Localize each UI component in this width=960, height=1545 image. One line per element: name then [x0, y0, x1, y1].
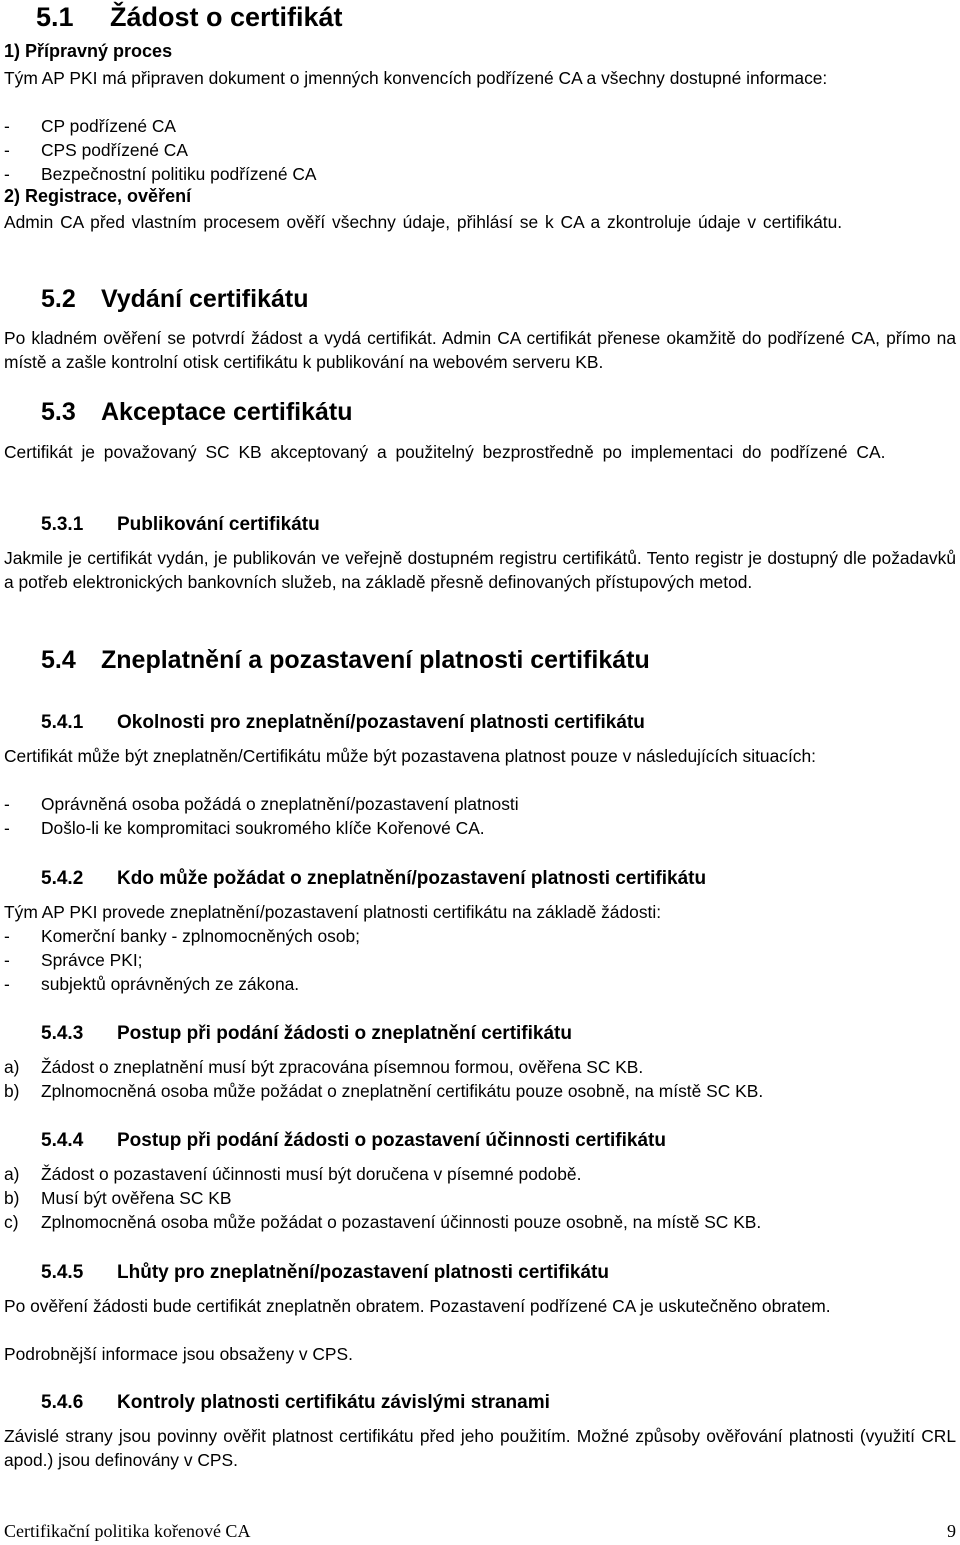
paragraph: Tým AP PKI provede zneplatnění/pozastavení platnosti certifikátu na základě žádosti:: [4, 902, 662, 922]
paragraph: Certifikát může být zneplatněn/Certifikátu může být pozastavena platnost pouze v následujících situacích:: [4, 746, 816, 766]
list-item: b) Musí být ověřena SC KB: [4, 1188, 232, 1208]
heading-5-4-1: 5.4.1 Okolnosti pro zneplatnění/pozastavení platnosti certifikátu: [41, 712, 645, 733]
paragraph: Po kladném ověření se potvrdí žádost a vydá certifikát. Admin CA certifikát přenese okamžitě do podřízené CA, přímo na místě a zašle kontrolní otisk certifikátu k publikování na webovém serveru KB.: [4, 328, 956, 372]
heading-number: 5.1: [36, 2, 74, 32]
heading-5-1: [36, 2, 343, 33]
paragraph: Certifikát je považovaný SC KB akceptovaný a použitelný bezprostředně po implementaci do podřízené CA.: [4, 442, 886, 462]
list-item: a) Žádost o zneplatnění musí být zpracována písemnou formou, ověřena SC KB.: [4, 1057, 644, 1077]
list-item: b) Zplnomocněná osoba může požádat o zneplatnění certifikátu pouze osobně, na místě SC KB.: [4, 1081, 764, 1101]
footer-title: Certifikační politika kořenové CA: [4, 1521, 251, 1541]
page-number: 9: [947, 1521, 956, 1541]
heading-5-4: 5.4 Zneplatnění a pozastavení platnosti certifikátu: [41, 646, 650, 674]
list-item: a) Žádost o pozastavení účinnosti musí být doručena v písemné podobě.: [4, 1164, 582, 1184]
heading-5-4-3: 5.4.3 Postup při podání žádosti o zneplatnění certifikátu: [41, 1023, 572, 1044]
paragraph: Po ověření žádosti bude certifikát zneplatněn obratem. Pozastavení podřízené CA je uskutečněno obratem.: [4, 1296, 831, 1316]
list-item: - Správce PKI;: [4, 950, 143, 970]
list-item: - subjektů oprávněných ze zákona.: [4, 974, 300, 994]
heading-5-2: 5.2 Vydání certifikátu: [41, 285, 309, 313]
heading-title: Žádost o certifikát: [110, 2, 343, 32]
list-item: - Došlo-li ke kompromitaci soukromého klíče Kořenové CA.: [4, 818, 485, 838]
heading-5-3-1: 5.3.1 Publikování certifikátu: [41, 514, 320, 535]
list-item: - Komerční banky - zplnomocněných osob;: [4, 926, 360, 946]
subheading-registrace: 2) Registrace, ověření: [4, 186, 192, 206]
heading-5-3: 5.3 Akceptace certifikátu: [41, 398, 353, 426]
subheading-pripravny-proces: 1) Přípravný proces: [4, 41, 173, 61]
heading-5-4-5: 5.4.5 Lhůty pro zneplatnění/pozastavení platnosti certifikátu: [41, 1262, 609, 1283]
list-item: c) Zplnomocněná osoba může požádat o pozastavení účinnosti pouze osobně, na místě SC KB.: [4, 1212, 762, 1232]
paragraph: Tým AP PKI má připraven dokument o jmenných konvencích podřízené CA a všechny dostupné informace:: [4, 68, 828, 88]
heading-5-4-6: 5.4.6 Kontroly platnosti certifikátu závislými stranami: [41, 1392, 550, 1413]
paragraph: Admin CA před vlastním procesem ověří všechny údaje, přihlásí se k CA a zkontroluje údaje v certifikátu.: [4, 212, 843, 232]
paragraph: Jakmile je certifikát vydán, je publikován ve veřejně dostupném registru certifikátů. Tento registr je dostupný dle požadavků a potřeb elektronických bankovních služeb, na základě přesně definovaných přístupových metod.: [4, 548, 956, 592]
paragraph: Podrobnější informace jsou obsaženy v CPS.: [4, 1344, 353, 1364]
paragraph: Závislé strany jsou povinny ověřit platnost certifikátu před jeho použitím. Možné způsoby ověřování platnosti (využití CRL apod.) jsou definovány v CPS.: [4, 1426, 956, 1470]
list-item: - Oprávněná osoba požádá o zneplatnění/pozastavení platnosti: [4, 794, 519, 814]
list-item: - CP podřízené CA: [4, 116, 177, 136]
list-item: - Bezpečnostní politiku podřízené CA: [4, 164, 317, 184]
heading-5-4-4: 5.4.4 Postup při podání žádosti o pozastavení účinnosti certifikátu: [41, 1130, 666, 1151]
heading-5-4-2: 5.4.2 Kdo může požádat o zneplatnění/pozastavení platnosti certifikátu: [41, 868, 707, 889]
list-item: - CPS podřízené CA: [4, 140, 188, 160]
